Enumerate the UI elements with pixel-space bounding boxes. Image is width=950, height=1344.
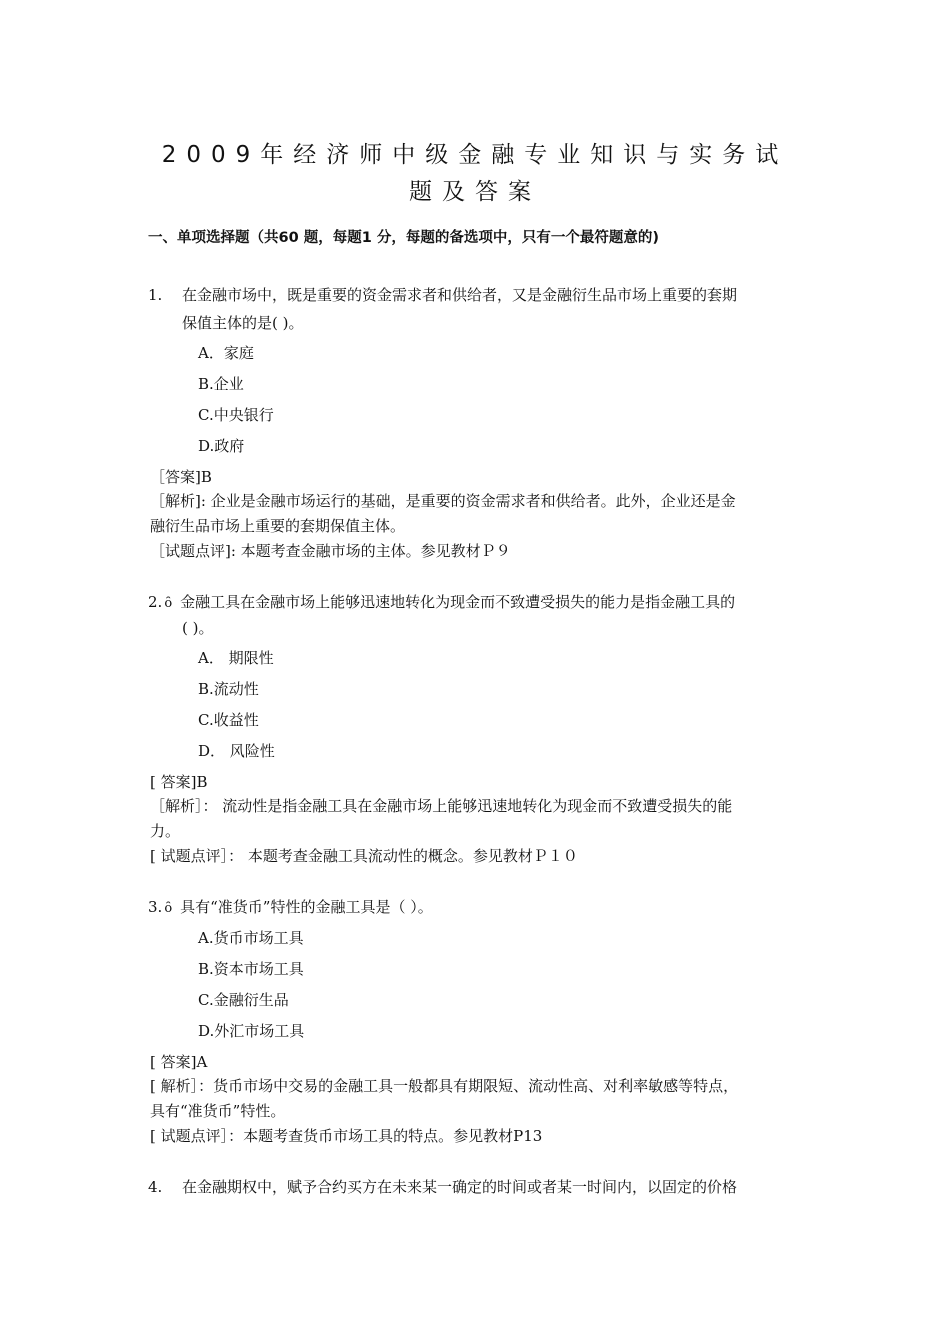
question-1-analysis-line-2: 融衍生品市场上重要的套期保值主体。	[150, 517, 406, 535]
question-3-answer: [ 答案]A	[150, 1053, 208, 1071]
question-2-marker: ȏ	[164, 596, 173, 611]
question-4-number: 4.	[148, 1178, 163, 1196]
question-1-answer: ［答案]B	[150, 468, 212, 486]
question-1-text: 在金融市场中，既是重要的资金需求者和供给者，又是金融衍生品市场上重要的套期	[182, 286, 738, 304]
question-3-option-a: A.货币市场工具	[198, 929, 304, 947]
question-1-option-b: B.企业	[198, 375, 244, 393]
section-heading: 一、单项选择题（共60 题，每题1 分，每题的备选项中，只有一个最符题意的)	[148, 230, 659, 246]
document-title-line-2: 题及答案	[409, 179, 541, 205]
question-3-number: 3.	[148, 898, 163, 916]
question-2-text: 金融工具在金融市场上能够迅速地转化为现金而不致遭受损失的能力是指金融工具的	[180, 593, 736, 611]
question-2-option-d: D． 风险性	[198, 742, 275, 760]
question-2-option-c: C.收益性	[198, 711, 259, 729]
question-2-line-1	[148, 591, 735, 612]
question-2-option-b: B.流动性	[198, 680, 259, 698]
question-4-line-1	[148, 1176, 737, 1197]
question-2-answer: [ 答案]B	[150, 773, 208, 791]
question-1-line-1	[148, 284, 737, 305]
question-2-option-a: A． 期限性	[198, 649, 274, 667]
question-3-option-b: B.资本市场工具	[198, 960, 304, 978]
question-2-analysis-line-1: ［解析］： 流动性是指金融工具在金融市场上能够迅速地转化为现金而不致遭受损失的能	[150, 797, 733, 815]
question-3-option-c: C.金融衍生品	[198, 991, 289, 1009]
question-1-comment: ［试题点评]: 本题考查金融市场的主体。参见教材Ｐ９	[150, 542, 511, 560]
question-3-option-d: D.外汇市场工具	[198, 1022, 305, 1040]
document-title-line-1: 2009年经济师中级金融专业知识与实务试	[161, 142, 789, 168]
question-1-analysis-line-1: ［解析]: 企业是金融市场运行的基础，是重要的资金需求者和供给者。此外，企业还是金	[150, 492, 736, 510]
question-2-number: 2.	[148, 593, 163, 611]
question-1-line-2: 保值主体的是( )。	[182, 314, 304, 332]
question-3-text: 具有“准货币”特性的金融工具是（ ）。	[180, 898, 433, 916]
question-3-analysis-line-1: [ 解析］：货币市场中交易的金融工具一般都具有期限短、流动性高、对利率敏感等特点，	[150, 1077, 739, 1095]
question-3-analysis-line-2: 具有“准货币”特性。	[150, 1102, 286, 1120]
question-1-option-d: D.政府	[198, 437, 245, 455]
question-3-line-1	[148, 896, 433, 917]
question-2-line-2: ( )。	[182, 619, 214, 637]
question-1-option-c: C.中央银行	[198, 406, 274, 424]
question-3-marker: ȏ	[164, 901, 173, 916]
question-2-analysis-line-2: 力。	[150, 822, 181, 840]
question-1-option-a: A．家庭	[198, 344, 254, 362]
question-2-comment: [ 试题点评］： 本题考查金融工具流动性的概念。参见教材Ｐ１０	[150, 847, 578, 865]
question-3-comment: [ 试题点评］：本题考查货币市场工具的特点。参见教材P13	[150, 1127, 543, 1145]
question-4-text: 在金融期权中，赋予合约买方在未来某一确定的时间或者某一时间内，以固定的价格	[182, 1178, 738, 1196]
question-1-number: 1.	[148, 286, 163, 304]
